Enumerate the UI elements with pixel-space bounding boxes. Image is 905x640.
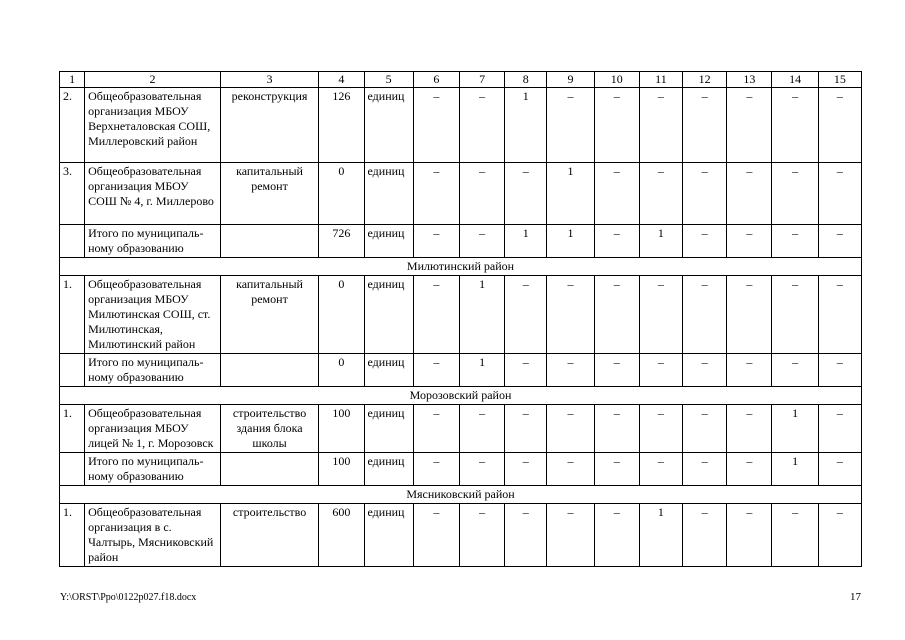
unit-cell: единиц (364, 453, 413, 486)
value-cell: – (505, 504, 547, 567)
value-cell: – (547, 88, 594, 163)
value-cell: – (413, 504, 459, 567)
organization-cell: Общеобразовательная организация в с. Чалтырь, Мясниковский район (85, 504, 221, 567)
header-cell: 9 (547, 72, 594, 88)
quantity-cell: 0 (319, 354, 364, 387)
value-cell: 1 (505, 88, 547, 163)
table-row (60, 405, 862, 453)
value-cell: – (727, 453, 772, 486)
empty-cell (220, 225, 318, 258)
value-cell: – (727, 354, 772, 387)
value-cell: – (818, 163, 861, 225)
footer-file-path: Y:\ORST\Ppo\0122p027.f18.docx (60, 592, 197, 603)
work-type-cell: реконструкция (220, 88, 318, 163)
footer-page-number: 17 (850, 591, 861, 603)
quantity-cell: 600 (319, 504, 364, 567)
value-cell: – (505, 163, 547, 225)
value-cell: – (683, 276, 727, 354)
total-row (60, 354, 862, 387)
value-cell: – (459, 405, 504, 453)
value-cell: – (505, 405, 547, 453)
row-number: 2. (60, 88, 85, 163)
value-cell: – (683, 405, 727, 453)
value-cell: – (459, 163, 504, 225)
value-cell: – (594, 276, 639, 354)
data-table (59, 71, 862, 567)
value-cell: – (594, 453, 639, 486)
work-type-cell: капитальный ремонт (220, 163, 318, 225)
header-cell: 2 (85, 72, 221, 88)
value-cell: – (459, 504, 504, 567)
row-number: 1. (60, 276, 85, 354)
value-cell: 1 (547, 225, 594, 258)
value-cell: 1 (459, 276, 504, 354)
value-cell: – (727, 225, 772, 258)
value-cell: – (547, 405, 594, 453)
header-cell: 3 (220, 72, 318, 88)
quantity-cell: 100 (319, 405, 364, 453)
section-title: Морозовский район (60, 387, 862, 405)
value-cell: 1 (505, 225, 547, 258)
value-cell: – (727, 504, 772, 567)
header-cell: 4 (319, 72, 364, 88)
value-cell: – (413, 453, 459, 486)
value-cell: – (594, 354, 639, 387)
total-row (60, 453, 862, 486)
value-cell: – (594, 163, 639, 225)
header-cell: 6 (413, 72, 459, 88)
value-cell: 1 (772, 405, 818, 453)
total-row (60, 225, 862, 258)
work-type-cell: строительство (220, 504, 318, 567)
table-row (60, 88, 862, 163)
value-cell: – (818, 88, 861, 163)
value-cell: – (683, 225, 727, 258)
value-cell: – (818, 453, 861, 486)
header-cell: 11 (639, 72, 682, 88)
value-cell: – (639, 453, 682, 486)
header-cell: 14 (772, 72, 818, 88)
value-cell: – (639, 88, 682, 163)
organization-cell: Общеобразовательная организация МБОУ СОШ № 4, г. Миллерово (85, 163, 221, 225)
section-row (60, 486, 862, 504)
header-cell: 12 (683, 72, 727, 88)
value-cell: – (683, 453, 727, 486)
header-cell: 13 (727, 72, 772, 88)
quantity-cell: 726 (319, 225, 364, 258)
value-cell: – (683, 504, 727, 567)
unit-cell: единиц (364, 405, 413, 453)
quantity-cell: 126 (319, 88, 364, 163)
value-cell: – (772, 225, 818, 258)
total-label: Итого по муниципальному образованию (85, 453, 221, 486)
empty-cell (220, 354, 318, 387)
value-cell: – (772, 354, 818, 387)
work-type-cell: капитальный ремонт (220, 276, 318, 354)
value-cell: – (727, 405, 772, 453)
value-cell: – (547, 453, 594, 486)
table-header-row (60, 72, 862, 88)
value-cell: – (818, 504, 861, 567)
value-cell: – (413, 405, 459, 453)
work-type-cell: строительство здания блока школы (220, 405, 318, 453)
quantity-cell: 0 (319, 163, 364, 225)
value-cell: – (594, 405, 639, 453)
empty-cell (60, 354, 85, 387)
row-number: 1. (60, 504, 85, 567)
value-cell: – (639, 163, 682, 225)
value-cell: – (818, 405, 861, 453)
organization-cell: Общеобразовательная организация МБОУ Верхнеталовская СОШ, Миллеровский район (85, 88, 221, 163)
value-cell: – (772, 88, 818, 163)
value-cell: – (547, 276, 594, 354)
section-title: Милютинский район (60, 258, 862, 276)
organization-cell: Общеобразовательная организация МБОУ лицей № 1, г. Морозовск (85, 405, 221, 453)
unit-cell: единиц (364, 163, 413, 225)
value-cell: – (547, 354, 594, 387)
table-row (60, 276, 862, 354)
value-cell: – (505, 354, 547, 387)
value-cell: – (413, 163, 459, 225)
document-table-wrapper (59, 71, 862, 567)
header-cell: 10 (594, 72, 639, 88)
unit-cell: единиц (364, 504, 413, 567)
empty-cell (60, 225, 85, 258)
total-label: Итого по муниципальному образованию (85, 354, 221, 387)
value-cell: 1 (459, 354, 504, 387)
unit-cell: единиц (364, 225, 413, 258)
header-cell: 7 (459, 72, 504, 88)
value-cell: – (594, 225, 639, 258)
value-cell: – (639, 354, 682, 387)
row-number: 1. (60, 405, 85, 453)
header-cell: 5 (364, 72, 413, 88)
value-cell: – (727, 88, 772, 163)
value-cell: – (459, 453, 504, 486)
header-cell: 1 (60, 72, 85, 88)
value-cell: – (639, 405, 682, 453)
value-cell: – (547, 504, 594, 567)
value-cell: – (413, 354, 459, 387)
value-cell: – (818, 354, 861, 387)
value-cell: – (459, 88, 504, 163)
value-cell: – (413, 225, 459, 258)
value-cell: 1 (772, 453, 818, 486)
value-cell: – (413, 276, 459, 354)
value-cell: – (505, 276, 547, 354)
quantity-cell: 0 (319, 276, 364, 354)
value-cell: – (727, 163, 772, 225)
value-cell: 1 (639, 504, 682, 567)
header-cell: 15 (818, 72, 861, 88)
value-cell: – (772, 163, 818, 225)
empty-cell (220, 453, 318, 486)
value-cell: – (594, 88, 639, 163)
value-cell: – (772, 504, 818, 567)
value-cell: – (818, 225, 861, 258)
unit-cell: единиц (364, 88, 413, 163)
total-label: Итого по муниципальному образованию (85, 225, 221, 258)
value-cell: – (727, 276, 772, 354)
section-title: Мясниковский район (60, 486, 862, 504)
value-cell: – (413, 88, 459, 163)
quantity-cell: 100 (319, 453, 364, 486)
value-cell: 1 (547, 163, 594, 225)
organization-cell: Общеобразовательная организация МБОУ Милютинская СОШ, ст. Милютинская, Милютинский район (85, 276, 221, 354)
header-cell: 8 (505, 72, 547, 88)
unit-cell: единиц (364, 276, 413, 354)
value-cell: – (639, 276, 682, 354)
empty-cell (60, 453, 85, 486)
row-number: 3. (60, 163, 85, 225)
value-cell: 1 (639, 225, 682, 258)
section-row (60, 258, 862, 276)
table-row (60, 504, 862, 567)
section-row (60, 387, 862, 405)
value-cell: – (683, 88, 727, 163)
value-cell: – (594, 504, 639, 567)
value-cell: – (683, 163, 727, 225)
value-cell: – (683, 354, 727, 387)
value-cell: – (459, 225, 504, 258)
value-cell: – (818, 276, 861, 354)
table-row (60, 163, 862, 225)
value-cell: – (505, 453, 547, 486)
value-cell: – (772, 276, 818, 354)
unit-cell: единиц (364, 354, 413, 387)
